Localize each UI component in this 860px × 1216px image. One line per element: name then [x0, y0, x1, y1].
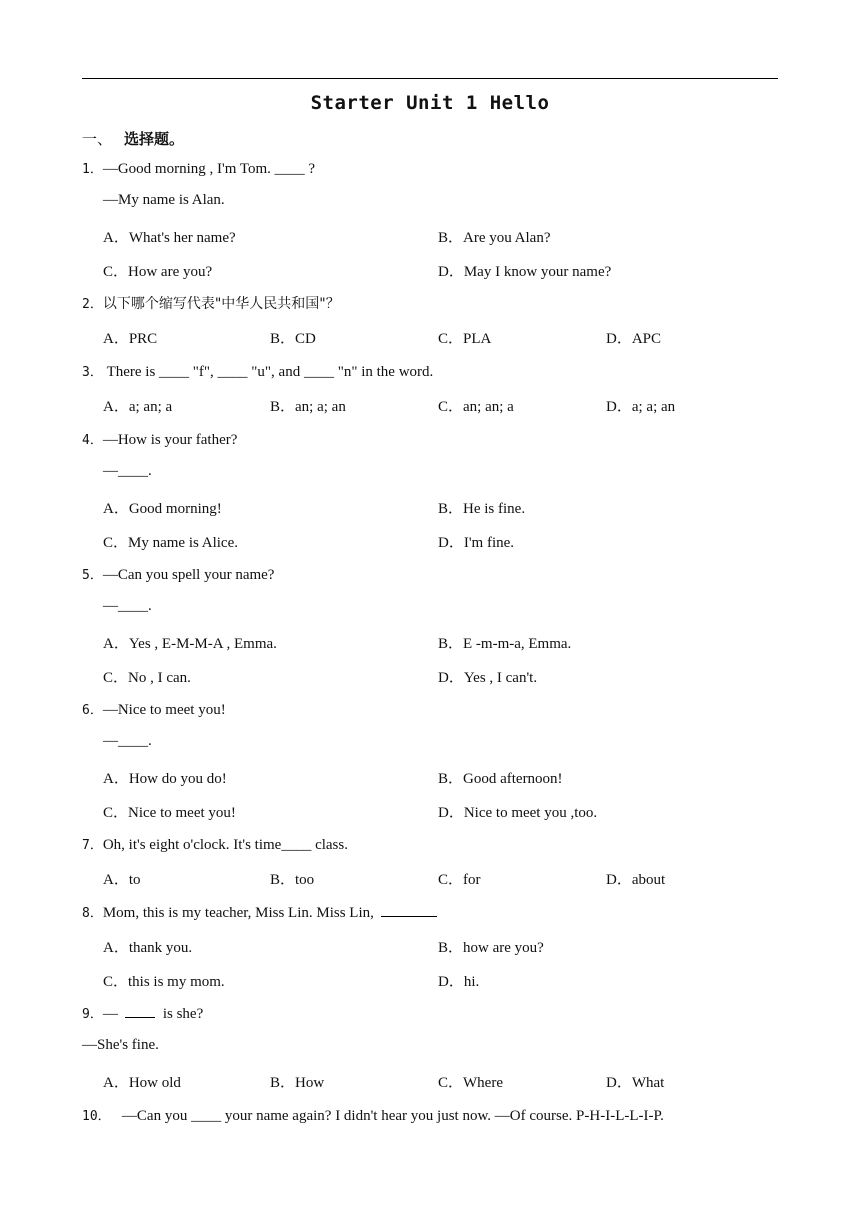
question-stem: —How is your father?	[102, 432, 238, 448]
option-a[interactable]: A．thank you.	[103, 940, 193, 956]
question-9-response: —She's fine.	[82, 1037, 159, 1053]
option-b[interactable]: B．How	[270, 1075, 325, 1091]
question-stem: 以下哪个缩写代表"中华人民共和国"？	[102, 296, 340, 312]
option-b[interactable]: B．too	[270, 872, 315, 888]
page-title: Starter Unit 1 Hello	[310, 92, 550, 114]
option-d[interactable]: D．Yes , I can't.	[438, 670, 538, 686]
section-heading	[82, 128, 184, 149]
option-b[interactable]: B．an; a; an	[270, 399, 346, 415]
option-d[interactable]: D．about	[606, 872, 666, 888]
question-number: 8．	[82, 906, 103, 921]
option-a[interactable]: A．How do you do!	[103, 771, 227, 787]
question-4	[82, 429, 237, 449]
question-number: 3．	[82, 365, 103, 380]
question-10	[82, 1105, 664, 1125]
question-5	[82, 564, 274, 584]
option-c[interactable]: C．My name is Alice.	[103, 535, 238, 551]
question-stem-suffix: is she?	[162, 1006, 204, 1022]
option-b[interactable]: B．He is fine.	[438, 501, 526, 517]
question-stem: —Nice to meet you!	[102, 702, 226, 718]
option-c[interactable]: C．How are you?	[103, 264, 213, 280]
option-d[interactable]: D．What	[606, 1075, 665, 1091]
question-number: 5．	[82, 568, 103, 583]
option-b[interactable]: B．CD	[270, 331, 316, 347]
option-d[interactable]: D．I'm fine.	[438, 535, 515, 551]
question-stem: There is ____ "f", ____ "u", and ____ "n" in the word.	[106, 364, 434, 380]
option-d[interactable]: D．a; a; an	[606, 399, 676, 415]
question-number: 6．	[82, 703, 103, 718]
header-rule	[82, 78, 778, 79]
question-stem: —Can you ____ your name again? I didn't hear you just now. —Of course. P-H-I-L-L-I-P.	[121, 1108, 664, 1124]
question-7	[82, 834, 348, 854]
question-stem: —Can you spell your name?	[102, 567, 275, 583]
answer-blank[interactable]	[125, 1003, 155, 1018]
option-c[interactable]: C．No , I can.	[103, 670, 191, 686]
question-9	[82, 1003, 203, 1023]
question-number: 9．	[82, 1007, 103, 1022]
option-c[interactable]: C．Nice to meet you!	[103, 805, 236, 821]
option-c[interactable]: C．an; an; a	[438, 399, 514, 415]
section-label: 选择题。	[124, 130, 185, 148]
question-stem: —Good morning , I'm Tom. ____ ?	[102, 161, 316, 177]
question-3	[82, 361, 433, 381]
option-a[interactable]: A．What's her name?	[103, 230, 236, 246]
option-b[interactable]: B．how are you?	[438, 940, 544, 956]
option-c[interactable]: C．for	[438, 872, 481, 888]
question-number: 7．	[82, 838, 103, 853]
question-1	[82, 158, 315, 178]
section-number: 一、	[82, 130, 113, 148]
question-8	[82, 902, 437, 922]
option-c[interactable]: C．Where	[438, 1075, 503, 1091]
question-number: 1．	[82, 162, 103, 177]
option-a[interactable]: A．Good morning!	[103, 501, 222, 517]
answer-blank[interactable]	[381, 902, 437, 917]
option-c[interactable]: C．PLA	[438, 331, 492, 347]
option-a[interactable]: A．Yes , E-M-M-A , Emma.	[103, 636, 277, 652]
option-c[interactable]: C．this is my mom.	[103, 974, 225, 990]
question-stem: Mom, this is my teacher, Miss Lin. Miss Lin,	[102, 905, 374, 921]
question-6	[82, 699, 226, 719]
option-b[interactable]: B．Are you Alan?	[438, 230, 551, 246]
question-6-response: —____.	[103, 733, 152, 749]
question-number: 2．	[82, 297, 103, 312]
question-4-response: —____.	[103, 463, 152, 479]
option-b[interactable]: B．Good afternoon!	[438, 771, 563, 787]
option-a[interactable]: A．to	[103, 872, 141, 888]
question-number: 4．	[82, 433, 103, 448]
question-2	[82, 293, 340, 313]
option-d[interactable]: D．Nice to meet you ,too.	[438, 805, 598, 821]
option-d[interactable]: D．hi.	[438, 974, 480, 990]
option-b[interactable]: B．E -m-m-a, Emma.	[438, 636, 572, 652]
question-stem-prefix: —	[102, 1006, 118, 1022]
option-d[interactable]: D．APC	[606, 331, 662, 347]
question-number: 10．	[82, 1109, 111, 1124]
question-stem: Oh, it's eight o'clock. It's time____ class.	[102, 837, 348, 853]
question-1-response: —My name is Alan.	[103, 192, 225, 208]
option-a[interactable]: A．PRC	[103, 331, 158, 347]
option-a[interactable]: A．a; an; a	[103, 399, 173, 415]
option-a[interactable]: A．How old	[103, 1075, 181, 1091]
option-d[interactable]: D．May I know your name?	[438, 264, 612, 280]
question-5-response: —____.	[103, 598, 152, 614]
